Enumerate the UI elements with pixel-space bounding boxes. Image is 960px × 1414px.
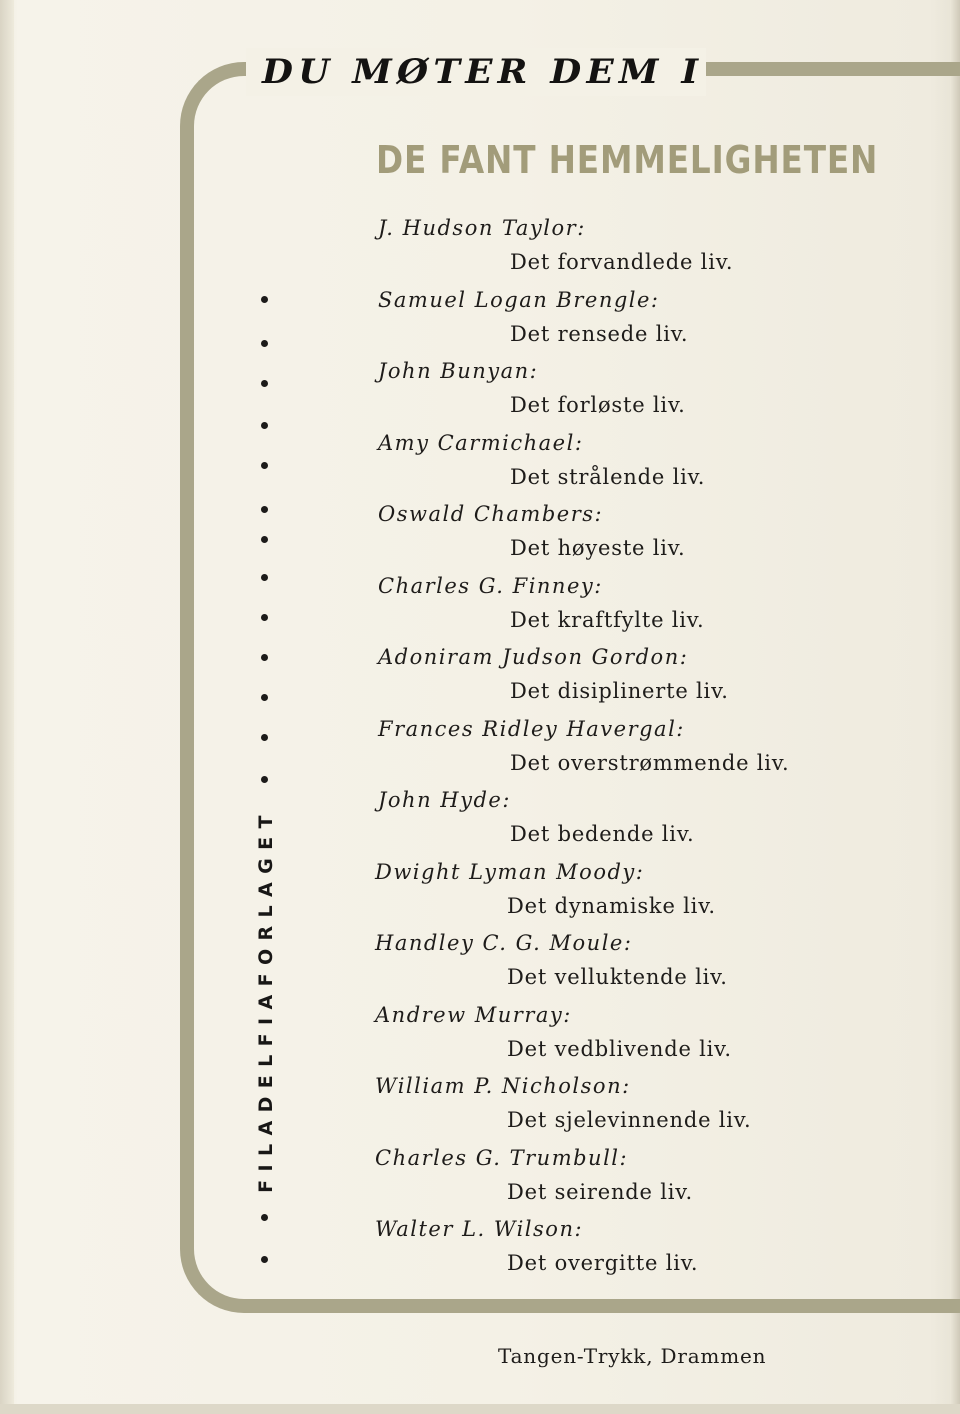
book-author: Andrew Murray: (375, 1002, 572, 1027)
spine-dot (261, 536, 268, 543)
spine-dot (261, 694, 268, 701)
publisher-name: FILADELFIAFORLAGET (255, 807, 277, 1193)
book-author: Frances Ridley Havergal: (378, 716, 685, 741)
book-title: Det kraftfylte liv. (510, 607, 705, 632)
book-title: Det dynamiske liv. (507, 893, 716, 918)
book-title: Det forvandlede liv. (510, 250, 734, 274)
book-title: Det overstrømmende liv. (510, 750, 790, 775)
printer-credit: Tangen-Trykk, Drammen (498, 1344, 767, 1368)
spine-dot (261, 422, 268, 429)
book-author: Amy Carmichael: (378, 430, 584, 455)
book-author: Adoniram Judson Gordon: (378, 645, 689, 669)
spine-dot (261, 574, 268, 581)
spine-dot (261, 506, 268, 513)
spine-dot (261, 734, 268, 741)
book-author: John Hyde: (378, 788, 511, 812)
book-author: Charles G. Finney: (378, 573, 603, 598)
book-title: Det velluktende liv. (507, 965, 728, 989)
spine-dot (261, 462, 268, 469)
book-title: Det vedblivende liv. (507, 1036, 732, 1061)
cover-left-edge (0, 0, 14, 1414)
series-header: DU MØTER DEM I (262, 52, 704, 92)
book-title: Det overgitte liv. (507, 1251, 699, 1275)
book-author: J. Hudson Taylor: (378, 216, 586, 240)
book-author: Charles G. Trumbull: (375, 1145, 629, 1170)
spine-dot (261, 380, 268, 387)
spine-dot (261, 1214, 268, 1221)
book-title: Det høyeste liv. (510, 536, 686, 560)
book-title: Det rensede liv. (510, 321, 689, 346)
book-title: Det sjelevinnende liv. (507, 1108, 752, 1132)
book-title: Det bedende liv. (510, 822, 695, 846)
book-title: Det disiplinerte liv. (510, 679, 729, 703)
series-title: DE FANT HEMMELIGHETEN (376, 138, 879, 182)
spine-dot (261, 654, 268, 661)
book-author: Oswald Chambers: (378, 502, 604, 526)
spine-dot (261, 776, 268, 783)
book-author: William P. Nicholson: (375, 1074, 631, 1098)
book-author: Samuel Logan Brengle: (378, 287, 660, 312)
book-author: Handley C. G. Moule: (375, 931, 633, 955)
spine-dot (261, 296, 268, 303)
spine-dot (261, 614, 268, 621)
spine-dot (261, 340, 268, 347)
book-author: Walter L. Wilson: (375, 1217, 584, 1241)
book-title: Det seirende liv. (507, 1179, 693, 1204)
book-author: John Bunyan: (378, 359, 539, 383)
cover-bottom-edge (0, 1404, 960, 1414)
book-author: Dwight Lyman Moody: (375, 859, 645, 884)
book-title: Det strålende liv. (510, 464, 706, 489)
book-title: Det forløste liv. (510, 393, 686, 417)
spine-dot (261, 1256, 268, 1263)
